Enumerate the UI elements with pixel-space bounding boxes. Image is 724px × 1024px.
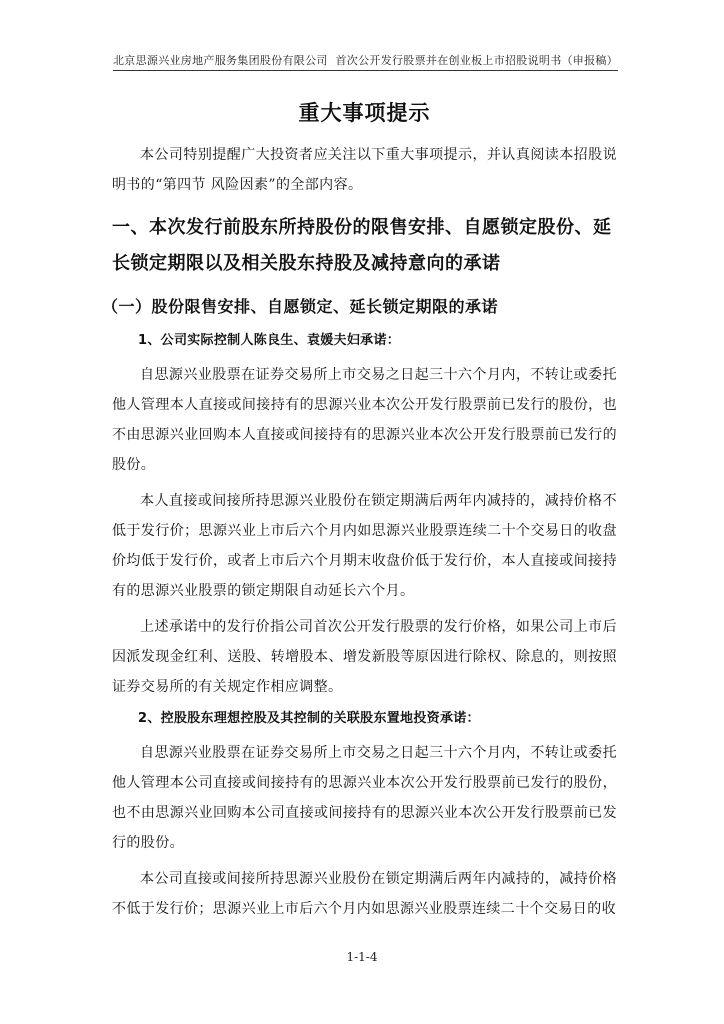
item-1-paragraph-1: 自思源兴业股票在证券交易所上市交易之日起三十六个月内，不转让或委托他人管理本人直接或间接持有的思源兴业本次公开发行股票前已发行的股份，也不由思源兴业回购本人直接或间接持有的思源兴业本次公开发行股票前已发行的股份。 — [112, 367, 617, 473]
page-header — [113, 50, 618, 71]
page-content — [102, 92, 617, 924]
item-2-paragraph-1: 自思源兴业股票在证券交易所上市交易之日起三十六个月内，不转让或委托他人管理本公司直接或间接持有的思源兴业本次公开发行股票前已发行的股份，也不由思源兴业回购本公司直接或间接持有的思源兴业本次公开发行股票前已发行的股份。 — [112, 745, 617, 851]
item-2-paragraph-2: 本公司直接或间接所持思源兴业股份在锁定期满后两年内减持的，减持价格不低于发行价；思源兴业上市后六个月内如思源兴业股票连续二十个交易日的收 — [112, 871, 617, 917]
page-title: 重大事项提示 — [298, 101, 431, 125]
header-document-name: 首次公开发行股票并在创业板上市招股说明书（申报稿） — [335, 54, 618, 67]
item-1-paragraph-3: 上述承诺中的发行价指公司首次公开发行股票的发行价格，如果公司上市后因派发现金红利、送股、转增股本、增发新股等原因进行除权、除息的，则按照证券交易所的有关规定作相应调整。 — [112, 619, 617, 695]
intro-paragraph: 本公司特别提醒广大投资者应关注以下重大事项提示，并认真阅读本招股说明书的“第四节 风险因素”的全部内容。 — [112, 147, 617, 193]
section-1-heading: 一、本次发行前股东所持股份的限售安排、自愿锁定股份、延长锁定期限以及相关股东持股及减持意向的承诺 — [112, 217, 612, 274]
item-2-heading: 2、控股股东理想控股及其控制的关联股东置地投资承诺： — [138, 711, 480, 726]
header-company-name: 北京思源兴业房地产服务集团股份有限公司 — [113, 54, 328, 67]
item-1-heading: 1、公司实际控制人陈良生、袁媛夫妇承诺： — [138, 333, 401, 348]
page-number: 1-1-4 — [346, 950, 378, 964]
subsection-1-heading: （一）股份限售安排、自愿锁定、延长锁定期限的承诺 — [102, 297, 499, 316]
item-1-paragraph-2: 本人直接或间接所持思源兴业股份在锁定期满后两年内减持的，减持价格不低于发行价；思源兴业上市后六个月内如思源兴业股票连续二十个交易日的收盘价均低于发行价，或者上市后六个月期末收盘价低于发行价，本人直接或间接持有的思源兴业股票的锁定期限自动延长六个月。 — [112, 493, 617, 599]
page-footer — [0, 950, 724, 964]
